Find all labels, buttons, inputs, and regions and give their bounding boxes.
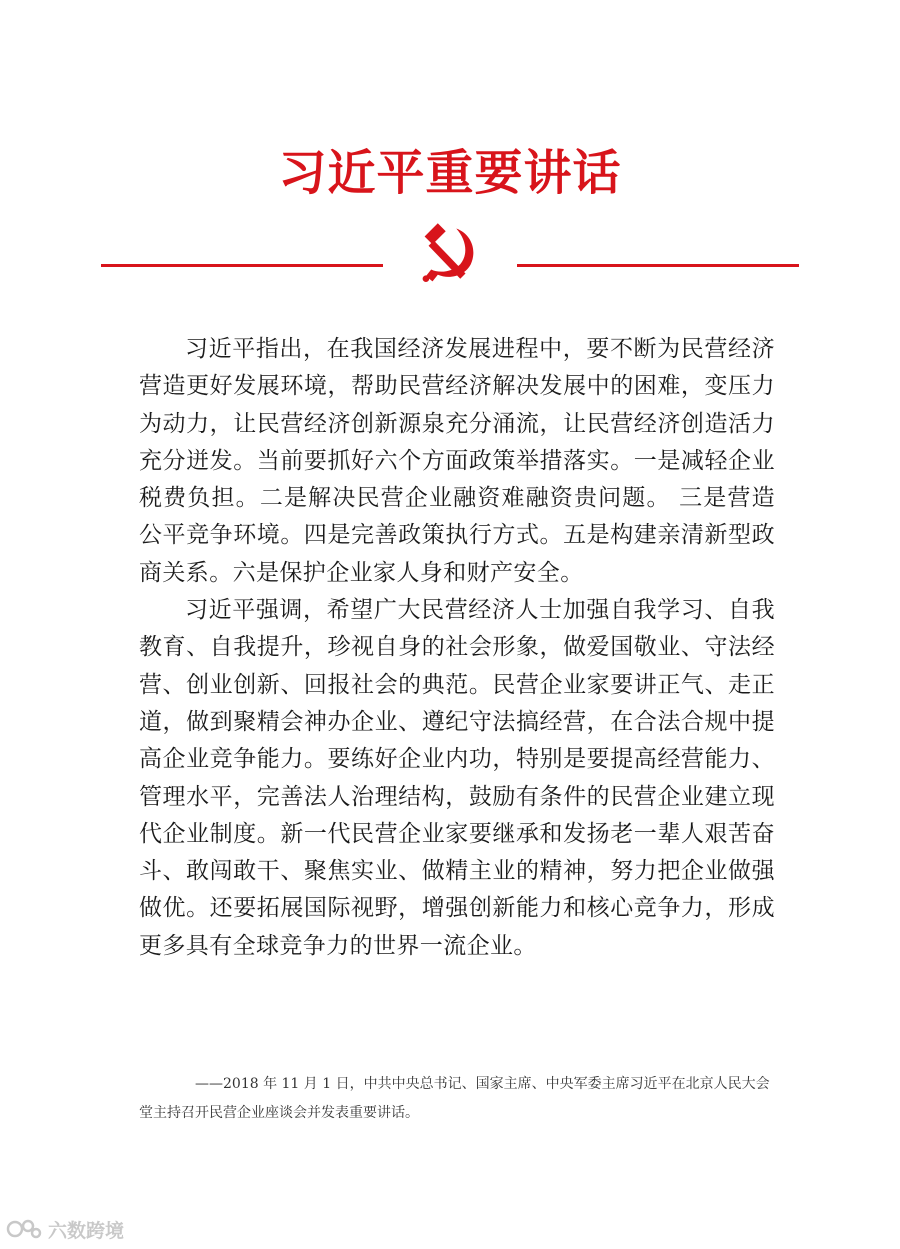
article-body xyxy=(139,331,775,965)
source-attribution: ——2018 年 11 月 1 日，中共中央总书记、国家主席、中央军委主席习近平在北京人民大会堂主持召开民营企业座谈会并发表重要讲话。 xyxy=(139,1076,770,1121)
watermark xyxy=(6,1215,124,1243)
title-rule-right xyxy=(517,264,799,267)
article-paragraph: 习近平指出，在我国经济发展进程中，要不断为民营经济营造更好发展环境，帮助民营经济解决发展中的困难，变压力为动力，让民营经济创新源泉充分涌流，让民营经济创造活力充分迸发。当前要抓好六个方面政策举措落实。一是减轻企业税费负担。二是解决民营企业融资难融资贵问题。 三是营造公平竞争环境。四是完善政策执行方式。五是构建亲清新型政商关系。六是保护企业家人身和财产安全。 xyxy=(139,336,775,586)
page-title: 习近平重要讲话 xyxy=(278,145,622,201)
hammer-and-sickle-icon xyxy=(418,218,484,284)
article-paragraph: 习近平强调，希望广大民营经济人士加强自我学习、自我教育、自我提升，珍视自身的社会形象，做爱国敬业、守法经营、创业创新、回报社会的典范。民营企业家要讲正气、走正道，做到聚精会神办企业、遵纪守法搞经营，在合法合规中提高企业竞争能力。要练好企业内功，特别是要提高经营能力、管理水平，完善法人治理结构，鼓励有条件的民营企业建立现代企业制度。新一代民营企业家要继承和发扬老一辈人艰苦奋斗、敢闯敢干、聚焦实业、做精主业的精神，努力把企业做强做优。还要拓展国际视野，增强创新能力和核心竞争力，形成更多具有全球竞争力的世界一流企业。 xyxy=(139,597,775,959)
brand-logo-icon xyxy=(6,1217,42,1241)
watermark-text: 六数跨境 xyxy=(48,1219,125,1242)
title-rule-left xyxy=(101,264,383,267)
